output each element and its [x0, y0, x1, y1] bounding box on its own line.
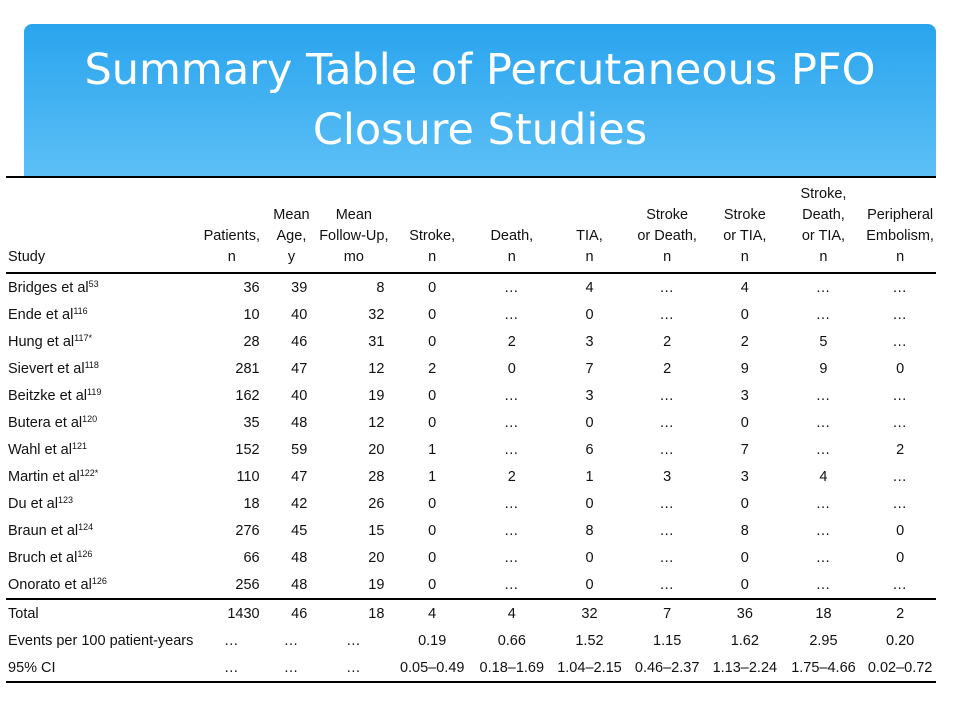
- value-cell-embolism: 0: [896, 549, 905, 566]
- column-header-study: [6, 177, 196, 273]
- value-cell-embolism: 0: [896, 360, 905, 377]
- value-cell-age: 46: [291, 333, 308, 350]
- value-cell-tia: 4: [585, 279, 594, 296]
- value-cell-stroke-death-tia: …: [815, 414, 832, 431]
- table-row: [6, 544, 936, 571]
- study-name: Bridges et al: [8, 279, 89, 296]
- reference-superscript: 123: [57, 494, 74, 505]
- value-cell-age: 45: [291, 522, 308, 539]
- value-cell-age: 40: [291, 306, 308, 323]
- value-cell-death: …: [504, 279, 520, 296]
- value-cell-followup: 8: [376, 279, 385, 296]
- value-cell-stroke-death: …: [659, 387, 675, 404]
- value-cell-patients: 110: [236, 468, 260, 485]
- value-cell-age: 48: [291, 549, 308, 566]
- value-cell-embolism: …: [892, 306, 908, 323]
- value-cell-stroke: 1: [428, 441, 437, 458]
- value-cell-embolism: …: [892, 279, 908, 296]
- study-name-cell: [6, 599, 196, 627]
- study-name: 95% CI: [8, 659, 56, 676]
- value-cell-death: …: [504, 576, 520, 593]
- value-cell-stroke-death: …: [659, 306, 675, 323]
- value-cell-patients: 256: [235, 576, 260, 593]
- column-header-line: n: [507, 249, 516, 265]
- value-cell-patients: 281: [235, 360, 260, 377]
- value-cell-patients: 10: [243, 306, 260, 323]
- reference-superscript: 119: [87, 386, 102, 397]
- value-cell-stroke-death: 2: [663, 333, 672, 350]
- value-cell-patients: 1430: [227, 605, 260, 622]
- value-cell-stroke: 4: [428, 605, 437, 622]
- value-cell-tia: 7: [585, 360, 594, 377]
- value-cell-patients: …: [224, 632, 240, 649]
- study-name: Hung et al: [8, 333, 75, 350]
- study-name-cell: [6, 328, 196, 355]
- value-cell-followup: 12: [368, 414, 385, 431]
- value-cell-stroke-tia: 3: [740, 387, 749, 404]
- column-header-line: y: [287, 249, 296, 265]
- value-cell-tia: 3: [585, 387, 594, 404]
- value-cell-tia: 8: [585, 522, 594, 539]
- reference-superscript: 124: [78, 521, 94, 532]
- value-cell-patients: 18: [243, 495, 260, 512]
- study-name: Braun et al: [8, 522, 79, 539]
- column-header-line: or Death,: [637, 228, 697, 244]
- table-body: [6, 273, 936, 682]
- column-header-line: Stroke,: [800, 186, 847, 202]
- column-header-line: or TIA,: [801, 228, 846, 244]
- value-cell-age: 47: [291, 468, 308, 485]
- value-cell-death: 0.66: [497, 632, 526, 649]
- value-cell-tia: 3: [585, 333, 594, 350]
- study-name: Ende et al: [8, 306, 74, 323]
- column-header-stroke-tia: [707, 177, 783, 273]
- study-name-cell: [6, 571, 196, 599]
- table-row: [6, 409, 936, 436]
- value-cell-stroke: 0: [428, 576, 437, 593]
- value-cell-age: 40: [291, 387, 308, 404]
- table-row: [6, 436, 936, 463]
- value-cell-stroke-death-tia: 4: [819, 468, 828, 485]
- value-cell-stroke-death-tia: 5: [819, 333, 828, 350]
- value-cell-age: 47: [291, 360, 308, 377]
- value-cell-embolism: 0.20: [886, 632, 915, 649]
- value-cell-age: 46: [291, 605, 308, 622]
- column-header-line: n: [663, 249, 672, 265]
- value-cell-age: 48: [291, 414, 308, 431]
- value-cell-stroke-death: …: [659, 576, 675, 593]
- slide-title: Summary Table of Percutaneous PFO Closure Studies: [84, 45, 876, 155]
- value-cell-followup: 18: [368, 605, 385, 622]
- value-cell-stroke-tia: 9: [740, 360, 749, 377]
- value-cell-embolism: …: [892, 468, 908, 485]
- value-cell-followup: 32: [368, 306, 385, 323]
- column-header-line: Peripheral: [867, 207, 934, 223]
- value-cell-tia: 0: [585, 414, 594, 431]
- value-cell-stroke-death: 0.46–2.37: [634, 659, 700, 676]
- value-cell-stroke: 0.19: [418, 632, 447, 649]
- value-cell-stroke-death: …: [659, 441, 675, 458]
- table-row: [6, 273, 936, 301]
- reference-superscript: 126: [91, 575, 107, 586]
- study-name: Wahl et al: [8, 441, 72, 458]
- reference-superscript: 126: [77, 548, 93, 559]
- value-cell-age: 48: [291, 576, 308, 593]
- table-row: [6, 490, 936, 517]
- value-cell-patients: 36: [243, 279, 260, 296]
- value-cell-death: …: [504, 522, 520, 539]
- value-cell-death: …: [504, 306, 520, 323]
- study-name: Sievert et al: [8, 360, 85, 377]
- value-cell-stroke-tia: 7: [740, 441, 749, 458]
- column-header-line: Stroke: [723, 207, 766, 223]
- value-cell-stroke-death-tia: …: [815, 549, 832, 566]
- value-cell-stroke-death: …: [659, 549, 675, 566]
- value-cell-stroke-death: 1.15: [653, 632, 682, 649]
- value-cell-stroke-death-tia: 18: [815, 605, 832, 622]
- column-header-stroke-death-tia: [783, 177, 865, 273]
- value-cell-followup: 20: [368, 549, 385, 566]
- value-cell-followup: 26: [368, 495, 385, 512]
- reference-superscript: 116: [73, 305, 88, 316]
- value-cell-stroke-death-tia: …: [815, 279, 832, 296]
- column-header-followup: [315, 177, 392, 273]
- value-cell-stroke-death-tia: …: [815, 441, 832, 458]
- study-name: Total: [8, 605, 39, 622]
- study-name-cell: [6, 301, 196, 328]
- value-cell-stroke: 0: [428, 549, 437, 566]
- value-cell-patients: 152: [235, 441, 260, 458]
- value-cell-followup: 19: [368, 576, 385, 593]
- value-cell-embolism: 2: [896, 605, 905, 622]
- summary-row: [6, 654, 936, 682]
- study-name-cell: [6, 544, 196, 571]
- column-header-line: Mean: [335, 207, 372, 223]
- value-cell-stroke: 0: [428, 279, 437, 296]
- value-cell-stroke: 0: [428, 522, 437, 539]
- table-row: [6, 463, 936, 490]
- value-cell-stroke-tia: 0: [740, 549, 749, 566]
- column-header-line: Death,: [490, 228, 534, 244]
- value-cell-patients: 66: [243, 549, 260, 566]
- column-header-line: mo: [343, 249, 364, 265]
- value-cell-embolism: 2: [896, 441, 905, 458]
- value-cell-tia: 32: [581, 605, 598, 622]
- value-cell-embolism: …: [892, 333, 908, 350]
- value-cell-stroke-tia: 2: [740, 333, 749, 350]
- study-name-cell: [6, 409, 196, 436]
- value-cell-tia: 1: [585, 468, 594, 485]
- column-header-line: Stroke: [646, 207, 689, 223]
- reference-superscript: 122*: [79, 467, 99, 478]
- value-cell-followup: 28: [368, 468, 385, 485]
- table-row: [6, 382, 936, 409]
- column-header-line: n: [740, 249, 749, 265]
- value-cell-followup: 15: [368, 522, 385, 539]
- reference-superscript: 121: [71, 440, 87, 451]
- table-row: [6, 301, 936, 328]
- value-cell-stroke-death-tia: …: [815, 387, 832, 404]
- study-name: Onorato et al: [8, 576, 92, 593]
- value-cell-stroke-death-tia: …: [815, 495, 832, 512]
- value-cell-followup: …: [346, 632, 362, 649]
- study-name-cell: [6, 654, 196, 682]
- column-header-line: or TIA,: [723, 228, 767, 244]
- study-name-cell: [6, 627, 196, 654]
- value-cell-stroke-death-tia: 2.95: [809, 632, 838, 649]
- value-cell-embolism: …: [892, 576, 908, 593]
- column-header-embolism: [864, 177, 936, 273]
- column-header-line: Mean: [273, 207, 310, 223]
- value-cell-stroke-death: …: [659, 522, 675, 539]
- column-header-line: Patients,: [203, 228, 260, 244]
- table-row: [6, 355, 936, 382]
- value-cell-stroke: 0: [428, 387, 437, 404]
- column-header-patients: [196, 177, 268, 273]
- value-cell-stroke-death-tia: …: [815, 522, 832, 539]
- value-cell-patients: 35: [243, 414, 260, 431]
- study-name: Beitzke et al: [8, 387, 87, 404]
- table-header-row: [6, 177, 936, 273]
- summary-row: [6, 599, 936, 627]
- value-cell-stroke: 2: [428, 360, 437, 377]
- value-cell-stroke-tia: 8: [740, 522, 749, 539]
- study-name-cell: [6, 382, 196, 409]
- study-name: Bruch et al: [8, 549, 78, 566]
- value-cell-stroke-death-tia: …: [815, 306, 832, 323]
- reference-superscript: 118: [84, 359, 99, 370]
- column-header-age: [268, 177, 316, 273]
- value-cell-stroke-death: …: [659, 279, 675, 296]
- study-name-cell: [6, 355, 196, 382]
- value-cell-tia: 1.04–2.15: [557, 659, 622, 676]
- column-header-tia: [552, 177, 628, 273]
- value-cell-stroke-death: 2: [663, 360, 672, 377]
- value-cell-stroke-tia: 36: [736, 605, 753, 622]
- value-cell-age: …: [283, 659, 300, 676]
- value-cell-stroke-tia: 3: [740, 468, 749, 485]
- column-header-line: Age,: [276, 228, 307, 244]
- value-cell-stroke: 1: [428, 468, 437, 485]
- column-header-line: n: [227, 249, 236, 265]
- study-name: Butera et al: [8, 414, 83, 431]
- study-name-cell: [6, 490, 196, 517]
- value-cell-age: 42: [291, 495, 308, 512]
- value-cell-age: …: [283, 632, 300, 649]
- column-header-line: Study: [8, 249, 46, 265]
- value-cell-death: 4: [507, 605, 516, 622]
- value-cell-patients: 276: [235, 522, 260, 539]
- table-row: [6, 571, 936, 599]
- study-name: Martin et al: [8, 468, 80, 485]
- column-header-line: TIA,: [576, 228, 603, 244]
- value-cell-stroke-tia: 0: [740, 414, 749, 431]
- table-row: [6, 517, 936, 544]
- value-cell-stroke-tia: 1.62: [730, 632, 759, 649]
- value-cell-stroke: 0.05–0.49: [399, 659, 465, 676]
- value-cell-stroke-death: …: [659, 414, 675, 431]
- study-name: Events per 100 patient-years: [8, 632, 194, 649]
- value-cell-tia: 1.52: [575, 632, 604, 649]
- value-cell-stroke-tia: 1.13–2.24: [712, 659, 778, 676]
- reference-superscript: 117*: [74, 332, 92, 343]
- column-header-line: Stroke,: [409, 228, 456, 244]
- value-cell-embolism: 0: [896, 522, 905, 539]
- value-cell-tia: 0: [585, 495, 594, 512]
- value-cell-tia: 0: [585, 576, 594, 593]
- value-cell-death: …: [504, 549, 520, 566]
- summary-table-container: [6, 176, 936, 683]
- column-header-line: Death,: [802, 207, 845, 223]
- study-name-cell: [6, 517, 196, 544]
- value-cell-stroke-death-tia: 9: [819, 360, 828, 377]
- column-header-line: n: [819, 249, 828, 265]
- value-cell-stroke-tia: 4: [740, 279, 749, 296]
- value-cell-stroke-tia: 0: [740, 306, 749, 323]
- value-cell-stroke-tia: 0: [740, 495, 749, 512]
- value-cell-embolism: 0.02–0.72: [867, 659, 933, 676]
- value-cell-followup: 20: [368, 441, 385, 458]
- value-cell-age: 39: [291, 279, 308, 296]
- value-cell-death: 2: [507, 468, 516, 485]
- value-cell-death: 2: [507, 333, 516, 350]
- reference-superscript: 120: [82, 413, 98, 424]
- value-cell-embolism: …: [892, 414, 908, 431]
- value-cell-stroke: 0: [428, 414, 437, 431]
- column-header-line: n: [896, 249, 905, 265]
- summary-table: [6, 176, 936, 683]
- study-name-cell: [6, 436, 196, 463]
- table-row: [6, 328, 936, 355]
- value-cell-death: …: [504, 495, 520, 512]
- value-cell-followup: 19: [368, 387, 385, 404]
- value-cell-stroke: 0: [428, 306, 437, 323]
- value-cell-death: …: [504, 414, 520, 431]
- reference-superscript: 53: [88, 278, 99, 289]
- column-header-line: n: [585, 249, 594, 265]
- value-cell-stroke: 0: [428, 333, 437, 350]
- value-cell-patients: 162: [235, 387, 260, 404]
- value-cell-embolism: …: [892, 495, 908, 512]
- value-cell-followup: 31: [368, 333, 385, 350]
- value-cell-embolism: …: [892, 387, 908, 404]
- value-cell-stroke-tia: 0: [740, 576, 749, 593]
- column-header-line: Embolism,: [866, 228, 934, 244]
- value-cell-death: 0.18–1.69: [479, 659, 545, 676]
- value-cell-followup: 12: [368, 360, 385, 377]
- value-cell-stroke-death: 7: [663, 605, 672, 622]
- value-cell-death: 0: [507, 360, 516, 377]
- value-cell-death: …: [504, 441, 520, 458]
- value-cell-death: …: [504, 387, 520, 404]
- value-cell-stroke-death: 3: [663, 468, 672, 485]
- column-header-line: Follow-Up,: [319, 228, 389, 244]
- value-cell-age: 59: [291, 441, 308, 458]
- column-header-stroke: [392, 177, 472, 273]
- value-cell-tia: 0: [585, 306, 594, 323]
- study-name: Du et al: [8, 495, 58, 512]
- study-name-cell: [6, 463, 196, 490]
- column-header-stroke-death: [627, 177, 707, 273]
- value-cell-patients: …: [224, 659, 240, 676]
- summary-row: [6, 627, 936, 654]
- study-name-cell: [6, 273, 196, 301]
- column-header-death: [472, 177, 552, 273]
- value-cell-stroke: 0: [428, 495, 437, 512]
- value-cell-followup: …: [346, 659, 362, 676]
- value-cell-stroke-death-tia: 1.75–4.66: [791, 659, 856, 676]
- value-cell-stroke-death: …: [659, 495, 675, 512]
- column-header-line: n: [428, 249, 437, 265]
- value-cell-tia: 6: [585, 441, 594, 458]
- value-cell-patients: 28: [243, 333, 260, 350]
- value-cell-tia: 0: [585, 549, 594, 566]
- title-banner: [24, 24, 936, 176]
- value-cell-stroke-death-tia: …: [815, 576, 832, 593]
